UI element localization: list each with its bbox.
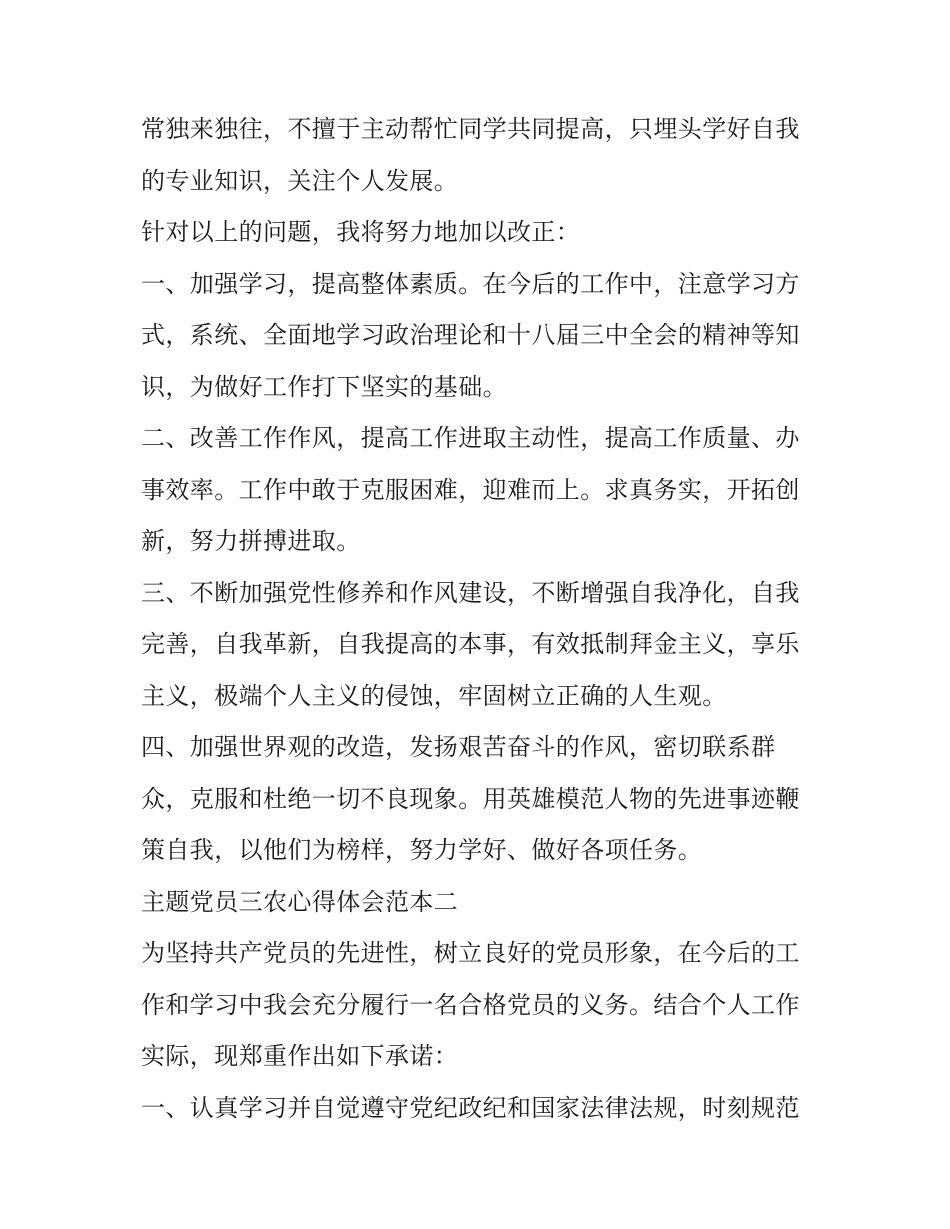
text-line: 识，为做好工作打下坚实的基础。 bbox=[141, 372, 507, 401]
text-line: 常独来独往，不擅于主动帮忙同学共同提高，只埋头学好自我 bbox=[141, 115, 800, 143]
text-line: 的专业知识，关注个人发展。 bbox=[141, 166, 459, 195]
text-line: 二、改善工作作风，提高工作进取主动性，提高工作质量、办 bbox=[141, 424, 800, 452]
text-line: 策自我，以他们为榜样，努力学好、做好各项任务。 bbox=[141, 836, 703, 864]
text-line: 众，克服和杜绝一切不良现象。用英雄模范人物的先进事迹鞭 bbox=[141, 784, 800, 813]
text-line: 事效率。工作中敢于克服困难，迎难而上。求真务实，开拓创 bbox=[141, 475, 800, 504]
text-line: 针对以上的问题，我将努力地加以改正： bbox=[141, 218, 581, 246]
text-line: 四、加强世界观的改造，发扬艰苦奋斗的作风，密切联系群 bbox=[141, 733, 776, 761]
text-line: 完善，自我革新，自我提高的本事，有效抵制拜金主义，享乐 bbox=[141, 630, 800, 658]
text-line: 实际，现郑重作出如下承诺： bbox=[141, 1042, 459, 1070]
section-heading: 主题党员三农心得体会范本二 bbox=[141, 887, 459, 916]
text-line: 一、加强学习，提高整体素质。在今后的工作中，注意学习方 bbox=[141, 269, 800, 298]
text-line: 主义，极端个人主义的侵蚀，牢固树立正确的人生观。 bbox=[141, 681, 727, 710]
text-line: 为坚持共产党员的先进性，树立良好的党员形象，在今后的工 bbox=[141, 939, 800, 967]
text-line: 一、认真学习并自觉遵守党纪政纪和国家法律法规，时刻规范 bbox=[141, 1093, 800, 1122]
document-body bbox=[141, 104, 821, 1134]
text-line: 式，系统、全面地学习政治理论和十八届三中全会的精神等知 bbox=[141, 321, 800, 349]
text-line: 三、不断加强党性修养和作风建设，不断增强自我净化，自我 bbox=[141, 578, 800, 607]
text-line: 新，努力拼搏进取。 bbox=[141, 527, 361, 555]
text-line: 作和学习中我会充分履行一名合格党员的义务。结合个人工作 bbox=[141, 990, 800, 1019]
